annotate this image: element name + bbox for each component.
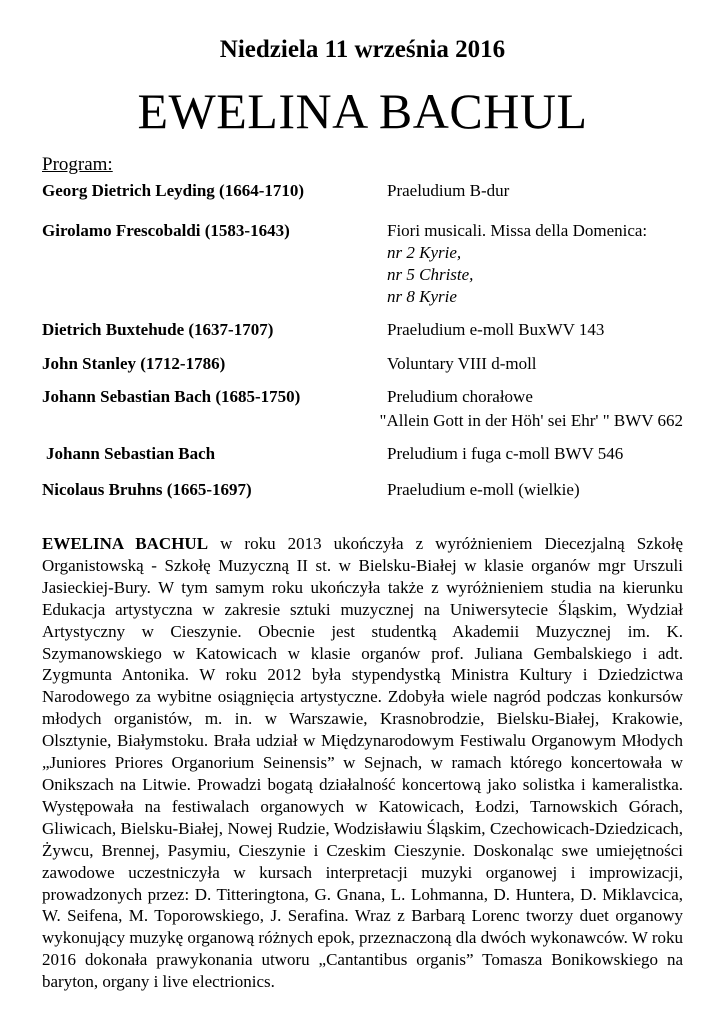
program-composer: Girolamo Frescobaldi (1583-1643) xyxy=(42,221,290,240)
performer-name: EWELINA BACHUL xyxy=(137,83,588,139)
program-work: Praeludium e-moll BuxWV 143 xyxy=(387,320,605,339)
biography xyxy=(42,533,683,993)
program-work xyxy=(387,220,647,308)
program-work-subtitle: "Allein Gott in der Höh' sei Ehr' " BWV 662 xyxy=(379,411,683,430)
biography-name: EWELINA BACHUL xyxy=(42,534,209,553)
program-work: Praeludium e-moll (wielkie) xyxy=(387,480,580,499)
biography-text: w roku 2013 ukończyła z wyróżnieniem Diecezjalną Szkołę Organistowską - Szkołę Muzyczną II st. w Bielsku-Białej w klasie organów mgr Urszuli Jasieckiej-Bury. W tym samym roku ukończyła także z wyróżnieniem studia na kierunku Edukacja artystyczna w zakresie sztuki muzycznej na Uniwersytecie Śląskim, Wydział Artystyczny w Cieszynie. Obecnie jest studentką Akademii Muzycznej im. K. Szymanowskiego w Katowicach w klasie organów prof. Juliana Gembalskiego i adt. Zygmunta Antonika. W roku 2012 była stypendystką Ministra Kultury i Dziedzictwa Narodowego za wybitne osiągnięcia artystyczne. Zdobyła wiele nagród podczas konkursów młodych organistów, m. in. w Warszawie, Krasnobrodzie, Bielsku-Białej, Krakowie, Olsztynie, Białymstoku. Brała udział w Międzynarodowym Festiwalu Organowym Młodych „Juniores Priores Organorium Seinensis” w Sejnach, w ramach którego koncertowała w Onikszach na Litwie. Prowadzi bogatą działalność koncertową jako solistka i kameralistka. Występowała na festiwalach organowych w Katowicach, Łodzi, Tarnowskich Górach, Gliwicach, Bielsku-Białej, Nowej Rudzie, Wodzisławiu Śląskim, Czechowicach-Dziedzicach, Żywcu, Brennej, Pasymiu, Cieszynie i Czeskim Cieszynie. Doskonaląc swe umiejętności zawodowe uczestniczyła w kursach interpretacji muzyki organowej i improwizacji, prowadzonych przez: D. Titteringtona, G. Gnana, L. Lohmanna, D. Huntera, D. Miklavcica, W. Seifena, M. Toporowskiego, J. Serafina. Wraz z Barbarą Lorenc tworzy duet organowy wykonujący muzykę organową różnych epok, przeznaczoną dla dwóch wykonawców. W roku 2016 dokonała prawykonania utworu „Cantantibus organis” Tomasza Bonikowskiego na baryton, organy i live electrionics. xyxy=(42,534,683,992)
program-composer: Georg Dietrich Leyding (1664-1710) xyxy=(42,181,305,200)
program-composer: Nicolaus Bruhns (1665-1697) xyxy=(42,480,252,499)
program-work-part: nr 8 Kyrie xyxy=(387,287,457,306)
program-composer: Johann Sebastian Bach xyxy=(46,444,216,463)
program-work-title: Fiori musicali. Missa della Domenica: xyxy=(387,221,648,240)
program-composer: Johann Sebastian Bach (1685-1750) xyxy=(42,387,301,406)
program-composer: Dietrich Buxtehude (1637-1707) xyxy=(42,320,274,339)
program-composer: John Stanley (1712-1786) xyxy=(42,354,226,373)
program-label: Program: xyxy=(42,154,113,175)
concert-date: Niedziela 11 września 2016 xyxy=(219,36,506,63)
program-work-part: nr 2 Kyrie, xyxy=(387,243,462,262)
program-work: Preludium chorałowe xyxy=(387,387,533,406)
program-work: Preludium i fuga c-moll BWV 546 xyxy=(387,444,624,463)
program-work-part: nr 5 Christe, xyxy=(387,265,474,284)
program-work: Praeludium B-dur xyxy=(387,181,510,200)
program-work: Voluntary VIII d-moll xyxy=(387,354,537,373)
